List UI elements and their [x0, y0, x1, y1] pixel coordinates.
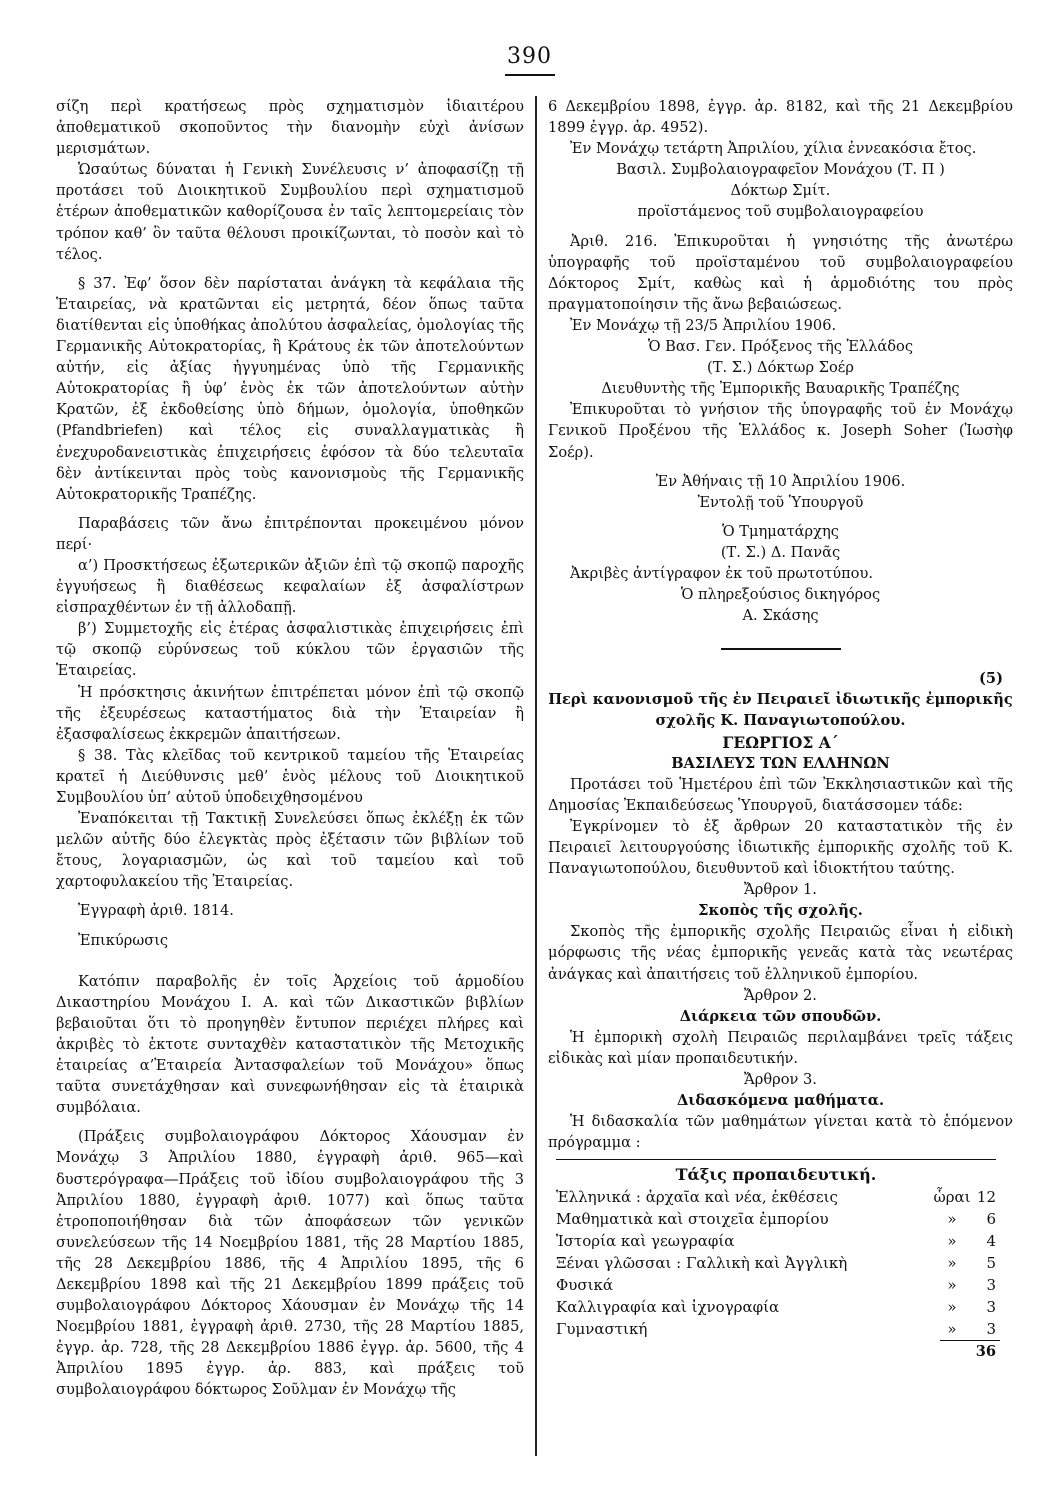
subject-cell: Ξέναι γλῶσσαι : Γαλλικὴ καὶ Ἀγγλικὴ — [556, 1253, 848, 1272]
signature-name: Δόκτωρ Σμίτ. — [730, 182, 831, 200]
subject-cell: Γυμναστική — [556, 1319, 648, 1338]
page-number: 390 — [0, 44, 1059, 69]
hours-cell: 3 — [986, 1297, 996, 1316]
registration-number: Ἐγγραφὴ ἀριθ. 1814. — [78, 902, 234, 920]
paragraph: (Πράξεις συμβολαιογράφου Δόκτορος Χάουσμαν ἐν Μονάχῳ 3 Ἀπριλίου 1880, ἐγγραφὴ ἀριθ. 965—καὶ δυστερόγραφα—Πράξεις τοῦ ἰδίου συμβολαιογράφου τῆς 3 Ἀπριλίου 1880, ἐγγραφὴ ἀριθ. 1077) καὶ ὅπως ταῦτα ἐτροποποιήθησαν διὰ τῶν ἀποφάσεων τῶν γενικῶν συνελεύσεων τῆς 14 Νοεμβρίου 1881, τῆς 28 Μαρτίου 1885, τῆς 28 Δεκεμβρίου 1886, τῆς 4 Ἀπριλίου 1895, τῆς 6 Δεκεμβρίου 1898 καὶ τῆς 21 Δεκεμβρίου 1899 πράξεις τοῦ συμβολαιογράφου Δόκτορος Χάουσμαν ἐν Μονάχῳ τῆς 14 Νοεμβρίου 1881, ἐγγραφὴ ἀριθ. 2730, τῆς 28 Μαρτίου 1885, ἐγγρ. ἀρ. 728, τῆς 28 Δεκεμβρίου 1886 ἐγγρ. ἀρ. 5600, τῆς 4 Ἀπριλίου 1895 ἐγγρ. ἀρ. 883, καὶ πράξεις τοῦ συμβολαιογράφου δόκτωρος Σοῦλμαν ἐν Μονάχῳ τῆς — [56, 1128, 524, 1399]
left-column — [56, 96, 524, 1401]
place-date: Ἐν Μονάχῳ τετάρτη Ἀπριλίου, χίλια ἐννεακόσια ἔτος. — [570, 140, 977, 158]
unit-cell: » — [947, 1209, 957, 1228]
paragraph: Ἐναπόκειται τῇ Τακτικῇ Συνελεύσει ὅπως ἐκλέξῃ ἐκ τῶν μελῶν αὐτῆς δύο ἐλεγκτὰς πρὸς ἐξέτασιν τῶν βιβλίων τοῦ ἔτους, λογαριασμῶν, ὡς καὶ τοῦ ταμείου καὶ τοῦ χαρτοφυλακείου τῆς Ἑταιρείας. — [56, 810, 524, 891]
article-title: Διάρκεια τῶν σπουδῶν. — [679, 1007, 882, 1025]
notary-office: Βασιλ. Συμβολαιογραφεῖον Μονάχου (Τ. Π ) — [616, 161, 945, 179]
king-title: ΒΑΣΙΛΕΥΣ ΤΩΝ ΕΛΛΗΝΩΝ — [671, 754, 890, 772]
paragraph: Παραβάσεις τῶν ἄνω ἐπιτρέπονται προκειμένου μόνον περί· — [56, 514, 524, 553]
section-38: § 38. Τὰς κλεῖδας τοῦ κεντρικοῦ ταμείου τῆς Ἑταιρείας κρατεῖ ἡ Διεύθυνσις μεθ’ ἑνὸς μέλους τοῦ Διοικητικοῦ Συμβουλίου ὑπ’ αὐτοῦ ὑποδειχθησομένου — [56, 746, 524, 806]
right-column — [548, 96, 1013, 1362]
king-name: ΓΕΩΡΓΙΟΣ Α΄ — [722, 732, 839, 752]
paragraph: Σκοπὸς τῆς ἐμπορικῆς σχολῆς Πειραιῶς εἶναι ἡ εἰδικὴ μόρφωσις τῆς νέας ἐμπορικῆς γενεᾶς κατὰ τὰς νεωτέρας ἀνάγκας καὶ ἀπαιτήσεις τοῦ ἑλληνικοῦ ἐμπορίου. — [548, 923, 1013, 983]
table-row — [556, 1230, 996, 1252]
paragraph: Ἡ πρόσκτησις ἀκινήτων ἐπιτρέπεται μόνον ἐπὶ τῷ σκοπῷ τῆς ἐξευρέσεως καταστήματος διὰ τὴν Ἑταιρείαν ἢ ἐξασφαλίσεως ἐκκρεμῶν ἀπαιτήσεων. — [56, 683, 524, 743]
list-item-b: β’) Συμμετοχῆς εἰς ἑτέρας ἀσφαλιστικὰς ἐπιχειρήσεις ἐπὶ τῷ σκοπῷ εὐρύνσεως τοῦ κύκλου τῶν ἐργασιῶν τῆς Ἑταιρείας. — [56, 620, 524, 680]
unit-cell: » — [947, 1297, 957, 1316]
subject-cell: Ἑλληνικά : ἀρχαῖα καὶ νέα, ἐκθέσεις — [556, 1187, 838, 1206]
table-row — [556, 1208, 996, 1230]
signature-title: Ἐντολῇ τοῦ Ὑπουργοῦ — [697, 493, 864, 511]
hours-cell: 3 — [986, 1275, 996, 1294]
signature-name: Α. Σκάσης — [742, 607, 819, 625]
paragraph: σίζη περὶ κρατήσεως πρὸς σχηματισμὸν ἰδιαιτέρου ἀποθεματικοῦ σκοποῦντος τὴν διανομὴν εὐχὶ ἀνίσων μερισμάτων. — [56, 98, 524, 158]
signature-title: προϊστάμενος τοῦ συμβολαιογραφείου — [637, 203, 924, 221]
unit-cell: » — [947, 1275, 957, 1294]
table-row — [556, 1252, 996, 1274]
decree-subject: Περὶ κανονισμοῦ τῆς ἐν Πειραιεῖ ἰδιωτικῆς ἐμπορικῆς σχολῆς Κ. Παναγιωτοπούλου. — [548, 691, 1013, 730]
table-row — [556, 1274, 996, 1296]
table-row — [556, 1318, 996, 1340]
signature-title: Διευθυντὴς τῆς Ἐμπορικῆς Βαυαρικῆς Τραπέζης — [601, 380, 960, 398]
timetable-total: 36 — [975, 1342, 996, 1360]
place-date: Ἐν Ἀθήναις τῇ 10 Ἀπριλίου 1906. — [655, 472, 906, 490]
table-row — [556, 1186, 996, 1208]
table-row — [556, 1296, 996, 1318]
subject-cell: Καλλιγραφία καὶ ἰχνογραφία — [556, 1297, 780, 1316]
decree-number: (5) — [979, 670, 1003, 688]
paragraph: Ἡ ἐμπορικὴ σχολὴ Πειραιῶς περιλαμβάνει τρεῖς τάξεις εἰδικὰς καὶ μίαν προπαιδευτικήν. — [548, 1028, 1013, 1067]
hours-cell: 12 — [976, 1187, 996, 1206]
subject-cell: Ἱστορία καὶ γεωγραφία — [556, 1231, 735, 1250]
unit-cell: » — [947, 1319, 957, 1338]
subject-cell: Μαθηματικὰ καὶ στοιχεῖα ἐμπορίου — [556, 1209, 829, 1228]
section-37: § 37. Ἐφ’ ὅσον δὲν παρίσταται ἀνάγκη τὰ κεφάλαια τῆς Ἑταιρείας, νὰ κρατῶνται εἰς μετρητά, δέον ὅπως ταῦτα διατίθενται εἰς ὑποθήκας ἀπολύτου ἀσφαλείας, ὁμολογίας τῆς Γερμανικῆς Αὐτοκρατορίας, ἢ Κράτους ἐκ τῶν ἀποτελούντων αὐτήν, εἰς ἀξίας ἠγγυημένας ὑπὸ τῆς Γερμανικῆς Αὐτοκρατορίας ἢ ὑφ’ ἑνὸς ἐκ τῶν ἀποτελούντων αὐτὴν Κρατῶν, ἐξ ἐκδοθείσης ὑπὸ δήμων, ὁμολογία, ὑποθηκῶν (Pfandbriefen) καὶ τέλος εἰς συναλλαγματικὰς ἢ ἐνεχυροδανειστικὰς ἐπιχειρήσεις ἐφόσον τὰ δύο τελευταῖα δὲν ἀντίκεινται πρὸς τοὺς κανονισμοὺς τῆς Γερμανικῆς Αὐτοκρατορικῆς Τραπέζης. — [56, 274, 524, 503]
subject-cell: Φυσικά — [556, 1275, 614, 1294]
hours-cell: 6 — [986, 1209, 996, 1228]
signature-name: (Τ. Σ.) Δόκτωρ Σοέρ — [707, 359, 854, 377]
paragraph: Ἡ διδασκαλία τῶν μαθημάτων γίνεται κατὰ τὸ ἑπόμενον πρόγραμμα : — [548, 1113, 1013, 1152]
unit-cell: » — [947, 1231, 957, 1250]
paragraph: Ἐγκρίνομεν τὸ ἐξ ἄρθρων 20 καταστατικὸν τῆς ἐν Πειραιεῖ λειτουργούσης ἰδιωτικῆς ἐμπορικῆς σχολῆς τοῦ Κ. Παναγιωτοπούλου, διευθυντοῦ καὶ ἰδιοκτήτου ταύτης. — [548, 817, 1013, 878]
timetable — [556, 1186, 996, 1340]
hours-cell: 4 — [986, 1231, 996, 1250]
unit-cell: ὧραι — [933, 1187, 971, 1206]
signature-title: Ὁ Βασ. Γεν. Πρόξενος τῆς Ἑλλάδος — [647, 338, 913, 356]
place-date: Ἐν Μονάχῳ τῇ 23/5 Ἀπριλίου 1906. — [570, 316, 837, 334]
signature-title: Ὁ Τμηματάρχης — [722, 522, 839, 540]
ratification-heading: Ἐπικύρωσις — [78, 931, 169, 949]
hours-cell: 5 — [986, 1253, 996, 1272]
paragraph: Ὡσαύτως δύναται ἡ Γενικὴ Συνέλευσις ν’ ἀποφασίζῃ τῇ προτάσει τοῦ Διοικητικοῦ Συμβουλίου περὶ σχηματισμοῦ ἑτέρων ἀποθεματικῶν καθορίζουσα ἐν ταῖς λεπτομερείαις τὸν τρόπον καθ’ ὃν ταῦτα θέλουσι προικίζωνται, τὸ ποσὸν καὶ τὸ τέλος. — [56, 161, 524, 263]
article-title: Διδασκόμενα μαθήματα. — [676, 1092, 885, 1110]
timetable-title: Τάξις προπαιδευτική. — [556, 1159, 996, 1185]
list-item-a: α’) Προσκτήσεως ἐξωτερικῶν ἀξιῶν ἐπὶ τῷ σκοπῷ παροχῆς ἐγγυήσεως ἢ διαθέσεως κεφαλαίων ἐξ ἀσφαλίστρων εἰσπραχθέντων ἐν τῇ ἀλλοδαπῇ. — [56, 556, 524, 617]
article-heading: Ἄρθρον 1. — [744, 881, 817, 899]
column-divider — [535, 96, 537, 1456]
paragraph: Κατόπιν παραβολῆς ἐν τοῖς Ἀρχείοις τοῦ ἁρμοδίου Δικαστηρίου Μονάχου Ι. Α. καὶ τῶν Δικαστικῶν βιβλίων βεβαιοῦται ὅτι τὸ προηγηθὲν ἔντυπον περιέχει πλήρες καὶ ἀκριβὲς τὸ ἑκτοτε συνταχθὲν καταστατικὸν τῆς Μετοχικῆς ἑταιρείας α’Ἑταιρεία Ἀντασφαλείων τοῦ Μονάχου» ὅπως ταῦτα συνετάχθησαν καὶ συνεφωνήθησαν εἰς τὰ ἑταιρικὰ συμβόλαια. — [56, 972, 524, 1117]
unit-cell: » — [947, 1253, 957, 1272]
signature-name: (Τ. Σ.) Δ. Πανᾶς — [720, 543, 841, 561]
hours-cell: 3 — [986, 1319, 996, 1338]
section-rule — [721, 648, 841, 650]
article-heading: Ἄρθρον 3. — [744, 1071, 817, 1089]
paragraph: 6 Δεκεμβρίου 1898, ἐγγρ. ἀρ. 8182, καὶ τῆς 21 Δεκεμβρίου 1899 ἐγγρ. ἀρ. 4952). — [548, 98, 1013, 137]
signature-title: Ὁ πληρεξούσιος δικηγόρος — [680, 586, 881, 604]
paragraph: Ἀριθ. 216. Ἐπικυροῦται ἡ γνησιότης τῆς ἀνωτέρω ὑπογραφῆς τοῦ προϊσταμένου τοῦ συμβολαιογραφείου Δόκτορος Σμίτ, καθὼς καὶ ἡ ἁρμοδιότης του πρὸς πραγματοποίησιν τῆς ἄνω βεβαιώσεως. — [548, 232, 1013, 313]
paragraph: Προτάσει τοῦ Ἡμετέρου ἐπὶ τῶν Ἐκκλησιαστικῶν καὶ τῆς Δημοσίας Ἐκπαιδεύσεως Ὑπουργοῦ, διατάσσομεν τάδε: — [548, 775, 1013, 814]
article-title: Σκοπὸς τῆς σχολῆς. — [698, 902, 863, 920]
article-heading: Ἄρθρον 2. — [744, 986, 817, 1004]
copy-note: Ἀκριβὲς ἀντίγραφον ἐκ τοῦ πρωτοτύπου. — [570, 564, 873, 582]
paragraph: Ἐπικυροῦται τὸ γνήσιον τῆς ὑπογραφῆς τοῦ ἐν Μονάχῳ Γενικοῦ Προξένου τῆς Ἑλλάδος κ. Joseph Soher (Ἰωσὴφ Σοέρ). — [548, 401, 1013, 461]
